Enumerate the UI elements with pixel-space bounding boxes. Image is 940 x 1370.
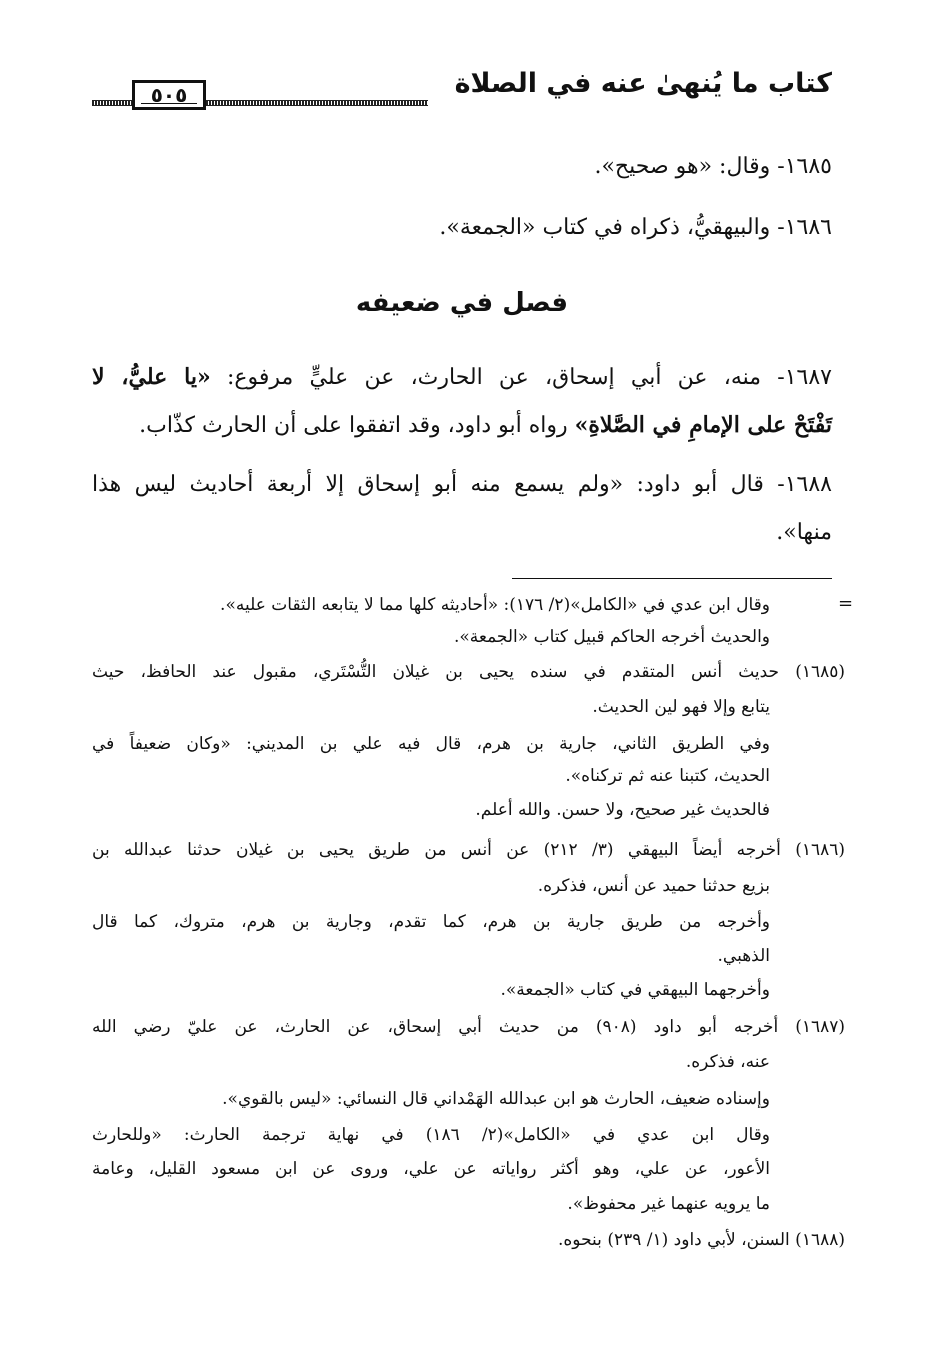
footnote-1688-line: (١٦٨٨) السنن، لأبي داود (١/ ٢٣٩) بنحوه.: [557, 1230, 845, 1250]
section-heading: فصل في ضعيفه: [355, 288, 569, 318]
footnote-1685-line: (١٦٨٥) حديث أنس المتقدم في سنده يحيى بن غيلان التُّسْتَري، مقبول عند الحافظ، حيث: [92, 662, 845, 682]
footnote-1686-line: وأخرجهما البيهقي في كتاب «الجمعة».: [500, 980, 770, 1000]
hadith-1687-number: ١٦٨٧-: [761, 365, 832, 390]
hadith-1687-line-1: [92, 362, 832, 393]
footnote-separator: [512, 578, 832, 579]
hadith-1687-line-2: [92, 410, 832, 441]
footnote-1686-line: وأخرجه من طريق جارية بن هرم، كما تقدم، وجارية بن هرم، متروك، كما قال: [92, 912, 770, 932]
hadith-1688-line-2: منها».: [776, 520, 832, 545]
footnote-1687-line: (١٦٨٧) أخرجه أبو داود (٩٠٨) من حديث أبي إسحاق، عن الحارث، عن عليّ رضي الله: [92, 1017, 845, 1037]
hadith-1687-quote-end: تَفْتَحْ على الإمامِ في الصَّلاةِ»: [574, 412, 832, 438]
hadith-1688-line-1: ١٦٨٨- قال أبو داود: «ولم يسمع منه أبو إسحاق إلا أربعة أحاديث ليس هذا: [92, 472, 832, 497]
footnote-1687-line: وقال ابن عدي في «الكامل»(٢/ ١٨٦) في نهاية ترجمة الحارث: «وللحارث: [92, 1125, 771, 1145]
footnote-1685-line: يتابع وإلا فهو لين الحديث.: [592, 697, 770, 717]
footnote-1685-line: الحديث، كتبنا عنه ثم تركناه».: [565, 766, 770, 786]
footnote-1685-line: فالحديث غير صحيح، ولا حسن. والله أعلم.: [475, 800, 770, 820]
footnote-1686-line: الذهبي.: [717, 946, 770, 966]
header-rule: [206, 100, 428, 106]
header-rule-left: [92, 100, 132, 106]
footnote-continuation-mark: =: [838, 593, 854, 614]
hadith-1687-quote-start: «يا عليُّ، لا: [92, 364, 211, 390]
footnote-1687-line: ما يرويه عنهما غير محفوظ».: [567, 1194, 770, 1214]
footnote-line: وقال ابن عدي في «الكامل»(٢/ ١٧٦): «أحاديثه كلها مما لا يتابعه الثقات عليه».: [220, 595, 770, 615]
footnote-1687-line: وإسناده ضعيف، الحارث هو ابن عبدالله الهَمْداني قال النسائي: «ليس بالقوي».: [222, 1089, 770, 1109]
hadith-1687-commentary: رواه أبو داود، وقد اتفقوا على أن الحارث كذّاب.: [139, 413, 575, 438]
hadith-1685: ١٦٨٥- وقال: «هو صحيح».: [594, 154, 832, 179]
footnote-1687-line: عنه، فذكره.: [685, 1052, 770, 1072]
running-header-title: كتاب ما يُنهىٰ عنه في الصلاة: [454, 68, 832, 99]
footnote-1685-line: وفي الطريق الثاني، جارية بن هرم، قال فيه علي بن المديني: «وكان ضعيفاً في: [92, 734, 770, 754]
footnote-1686-line: بزيع حدثنا حميد عن أنس، فذكره.: [537, 876, 770, 896]
footnote-line: والحديث أخرجه الحاكم قبيل كتاب «الجمعة».: [453, 627, 770, 647]
hadith-1686: ١٦٨٦- والبيهقيُّ، ذكراه في كتاب «الجمعة».: [439, 215, 832, 240]
footnote-1687-line: الأعور، عن علي، وهو أكثر رواياته عن علي، وروى عن ابن مسعود القليل، وعامة: [92, 1159, 770, 1179]
page-number: ٥٠٥: [132, 80, 206, 110]
footnote-1686-line: (١٦٨٦) أخرجه أيضاً البيهقي (٣/ ٢١٢) عن أنس من طريق يحيى بن غيلان حدثنا عبدالله بن: [92, 840, 846, 860]
hadith-1687-text: منه، عن أبي إسحاق، عن الحارث، عن عليٍّ مرفوع:: [210, 365, 762, 390]
